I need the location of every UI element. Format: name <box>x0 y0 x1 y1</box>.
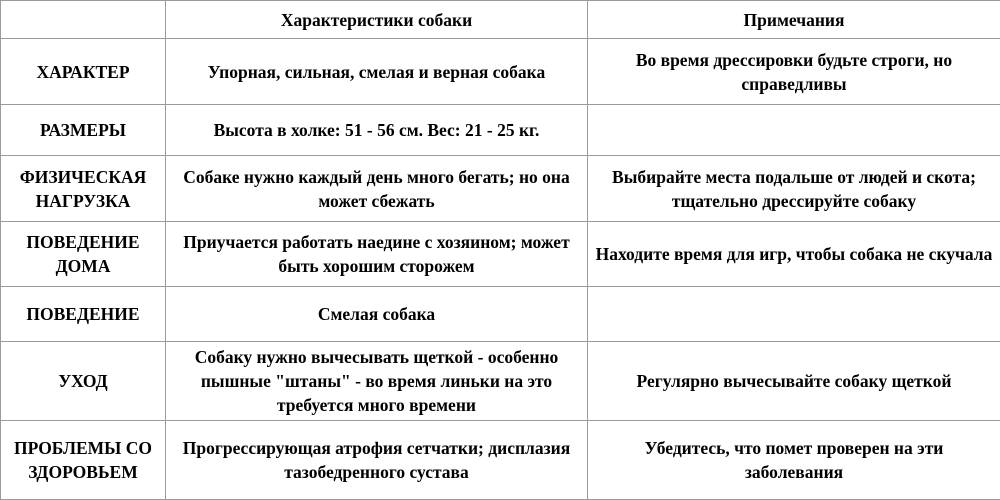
row-label: ХАРАКТЕР <box>1 39 166 105</box>
characteristics-cell: Приучается работать наедине с хозяином; может быть хорошим сторожем <box>166 222 588 287</box>
characteristics-cell: Прогрессирующая атрофия сетчатки; дисплазия тазобедренного сустава <box>166 421 588 500</box>
table-row <box>1 342 1000 421</box>
table-row <box>1 421 1000 500</box>
header-row <box>1 1 1000 39</box>
characteristics-cell: Собаке нужно каждый день много бегать; но она может сбежать <box>166 156 588 222</box>
row-label: ФИЗИЧЕСКАЯ НАГРУЗКА <box>1 156 166 222</box>
notes-cell: Регулярно вычесывайте собаку щеткой <box>588 342 1000 421</box>
table-row <box>1 105 1000 156</box>
row-label: РАЗМЕРЫ <box>1 105 166 156</box>
table-row <box>1 156 1000 222</box>
notes-cell: Находите время для игр, чтобы собака не скучала <box>588 222 1000 287</box>
notes-cell: Убедитесь, что помет проверен на эти заболевания <box>588 421 1000 500</box>
table-row <box>1 287 1000 342</box>
notes-cell: Выбирайте места подальше от людей и скота; тщательно дрессируйте собаку <box>588 156 1000 222</box>
characteristics-cell: Упорная, сильная, смелая и верная собака <box>166 39 588 105</box>
header-notes: Примечания <box>588 1 1000 39</box>
notes-cell <box>588 105 1000 156</box>
row-label: ПРОБЛЕМЫ СО ЗДОРОВЬЕМ <box>1 421 166 500</box>
header-characteristics: Характеристики собаки <box>166 1 588 39</box>
row-label: УХОД <box>1 342 166 421</box>
row-label: ПОВЕДЕНИЕ <box>1 287 166 342</box>
notes-cell: Во время дрессировки будьте строги, но справедливы <box>588 39 1000 105</box>
characteristics-cell: Собаку нужно вычесывать щеткой - особенно пышные "штаны" - во время линьки на это требуется много времени <box>166 342 588 421</box>
characteristics-cell: Смелая собака <box>166 287 588 342</box>
table-row <box>1 222 1000 287</box>
row-label: ПОВЕДЕНИЕ ДОМА <box>1 222 166 287</box>
characteristics-cell: Высота в холке: 51 - 56 см. Вес: 21 - 25 кг. <box>166 105 588 156</box>
notes-cell <box>588 287 1000 342</box>
header-corner-cell <box>1 1 166 39</box>
table-row <box>1 39 1000 105</box>
